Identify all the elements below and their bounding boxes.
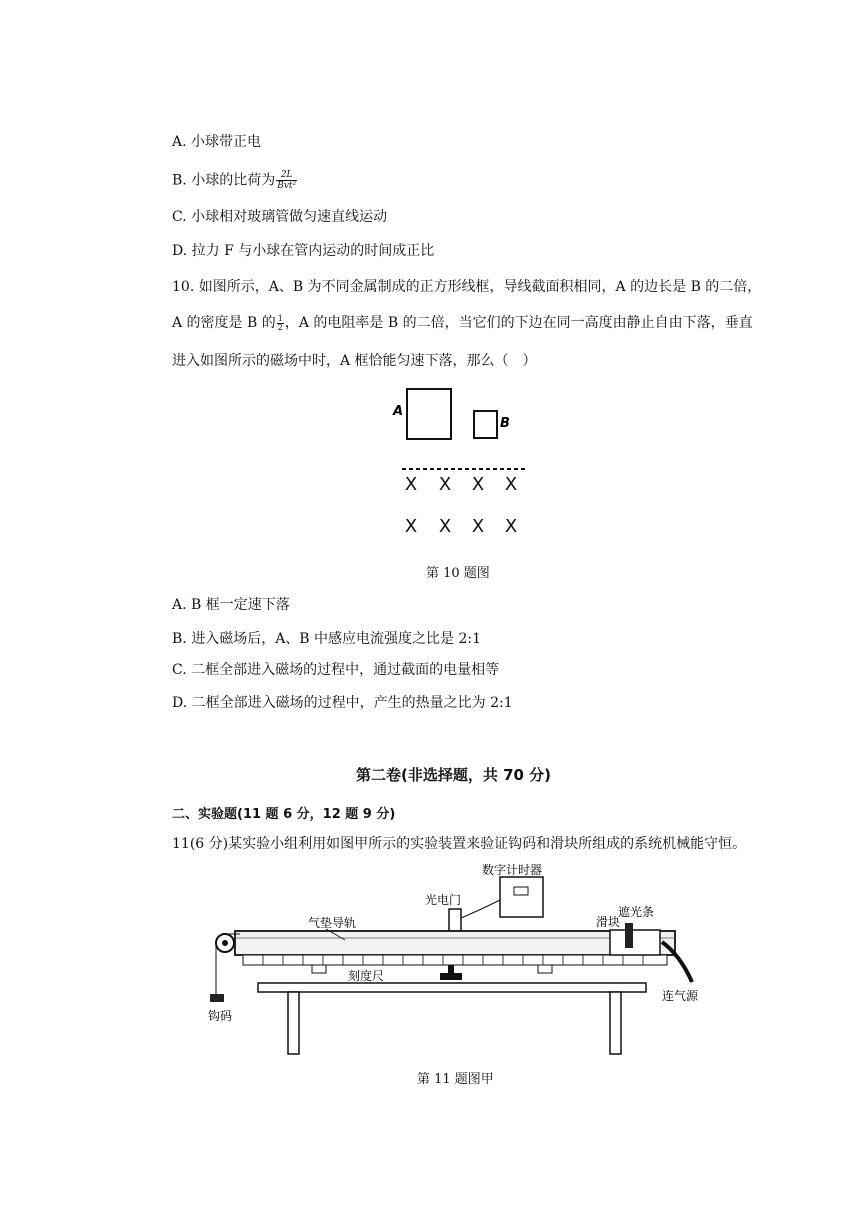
label-photogate: 光电门 <box>425 893 462 907</box>
label-air-track: 气垫导轨 <box>308 916 357 930</box>
q10-stem-line2 <box>172 314 753 332</box>
q11-figure-caption: 第 11 题图甲 <box>417 1072 494 1087</box>
ruler-scale <box>243 955 667 965</box>
q10-line2-prefix: A 的密度是 B 的 <box>172 315 276 331</box>
q10-line2-suffix: ，A 的电阻率是 B 的二倍，当它们的下边在同一高度由静止自由下落，垂直 <box>284 315 753 331</box>
q9-option-a: A. 小球带正电 <box>172 134 262 150</box>
q10-stem-line3: 进入如图所示的磁场中时，A 框恰能匀速下落，那么（ ） <box>172 353 537 369</box>
q10-fraction-denominator: 2 <box>277 322 283 332</box>
photogate-cable <box>461 900 500 918</box>
q9-option-c: C. 小球相对玻璃管做匀速直线运动 <box>172 209 388 225</box>
label-ruler: 刻度尺 <box>348 969 385 983</box>
q10-stem-line1: 10. 如图所示，A、B 为不同金属制成的正方形线框，导线截面积相同，A 的边长是 B 的二倍， <box>172 279 762 295</box>
light-shade-bar <box>625 923 633 948</box>
part2-section-title: 二、实验题(11 题 6 分，12 题 9 分) <box>172 807 396 822</box>
q9-option-b-text: B. 小球的比荷为 <box>172 172 276 189</box>
q11-apparatus-figure <box>200 860 710 1060</box>
figure-label-b: B <box>500 416 510 431</box>
q10-figure <box>380 380 550 550</box>
label-slider: 滑块 <box>596 915 621 929</box>
track-stand <box>448 965 454 973</box>
label-hook-weight: 钩码 <box>208 1009 233 1023</box>
label-timer: 数字计时器 <box>482 863 543 877</box>
field-mark: X <box>471 516 485 537</box>
photogate <box>449 909 461 933</box>
air-track <box>235 931 675 955</box>
track-support-right <box>538 965 552 973</box>
part2-heading: 第二卷(非选择题，共 70 分) <box>356 766 552 784</box>
frame-b <box>474 411 497 438</box>
table-top <box>258 983 646 992</box>
track-stand-base <box>440 973 462 980</box>
q10-option-c: C. 二框全部进入磁场的过程中，通过截面的电量相等 <box>172 662 500 678</box>
table-leg-right <box>610 992 621 1054</box>
slider-block <box>610 930 660 955</box>
q9-fraction-numerator: 2L <box>276 170 297 181</box>
q9-option-b-fraction <box>276 170 297 191</box>
digital-timer <box>500 877 543 917</box>
q11-stem: 11(6 分)某实验小组利用如图甲所示的实验装置来验证钩码和滑块所组成的系统机械能守恒。 <box>172 836 747 852</box>
track-support-left <box>312 965 326 973</box>
figure-label-a: A <box>393 404 404 419</box>
hook-weight <box>210 994 224 1002</box>
q9-fraction-denominator: Bvt² <box>277 181 297 191</box>
pulley-axle <box>222 940 228 946</box>
q10-option-a: A. B 框一定速下落 <box>172 597 290 613</box>
field-mark: X <box>404 516 418 537</box>
label-air-source: 连气源 <box>662 989 699 1003</box>
table-leg-left <box>288 992 299 1054</box>
field-mark: X <box>504 474 518 495</box>
field-mark: X <box>438 516 452 537</box>
frame-a <box>407 389 451 439</box>
q9-option-b <box>172 170 298 191</box>
field-mark: X <box>404 474 418 495</box>
label-light-shade: 遮光条 <box>618 905 655 919</box>
q10-figure-caption: 第 10 题图 <box>426 566 490 581</box>
field-mark: X <box>504 516 518 537</box>
q10-option-b: B. 进入磁场后，A、B 中感应电流强度之比是 2:1 <box>172 631 482 647</box>
q10-option-d: D. 二框全部进入磁场的过程中，产生的热量之比为 2:1 <box>172 695 513 711</box>
field-mark: X <box>471 474 485 495</box>
field-mark: X <box>438 474 452 495</box>
q9-option-d: D. 拉力 F 与小球在管内运动的时间成正比 <box>172 243 435 259</box>
q10-fraction-numerator: 1 <box>277 313 283 323</box>
q10-fraction <box>277 315 284 332</box>
